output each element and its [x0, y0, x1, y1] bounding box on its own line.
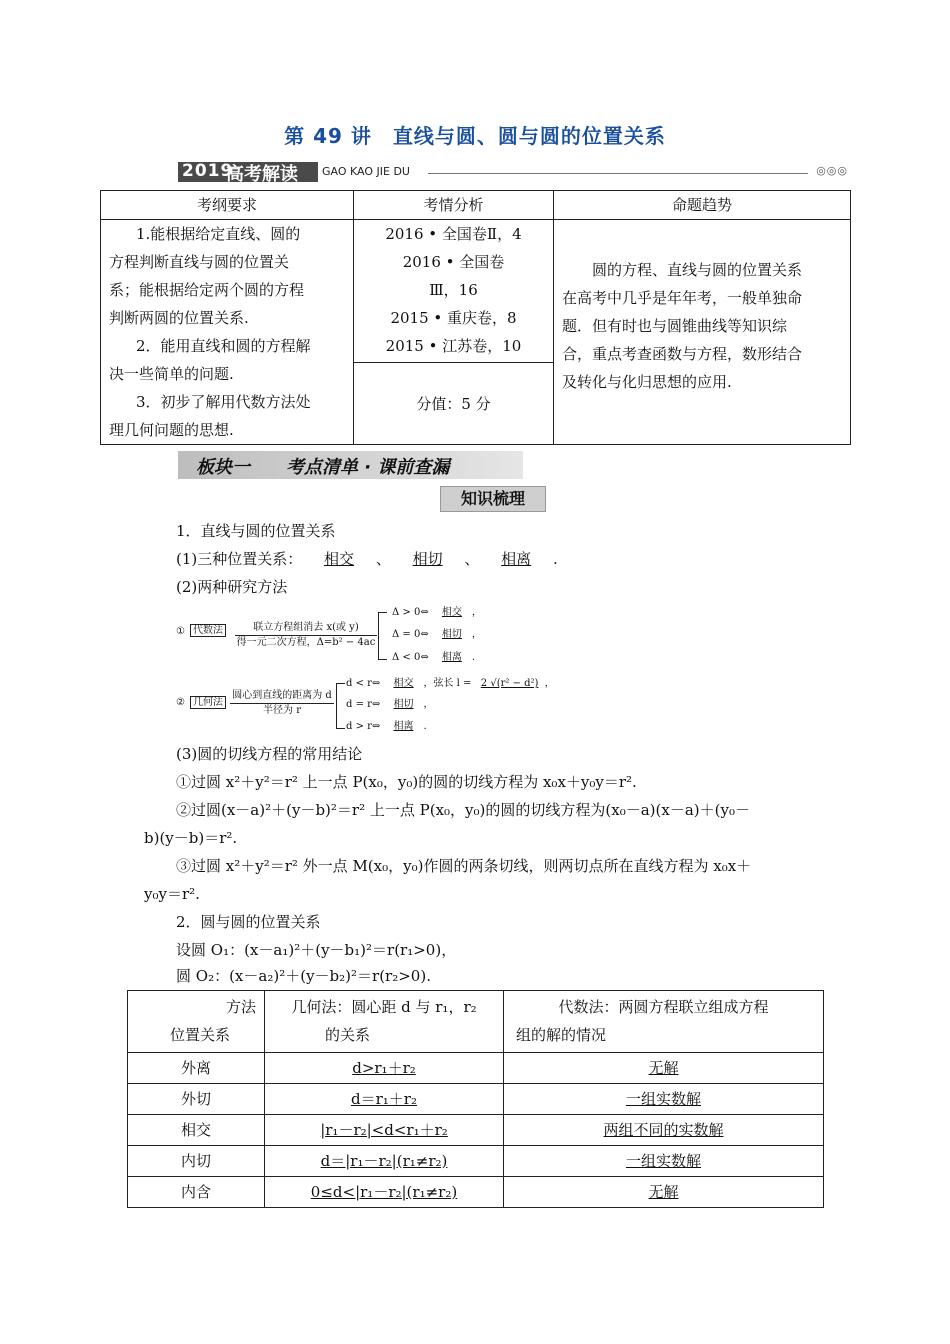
geometry-tag	[190, 697, 226, 709]
three-relations-line	[176, 549, 558, 569]
analysis-line: Ⅲ，16	[429, 281, 478, 299]
geometry-fraction-line	[230, 703, 334, 704]
geo-cond-1: d < r⇔	[346, 678, 381, 689]
header-geo-2: 的关系	[325, 1026, 371, 1044]
algebra-row-1: Δ > 0⇔ 相交 ，	[392, 607, 482, 618]
blank-intersect: 相交	[324, 550, 355, 568]
analysis-line: 2015 • 重庆卷，8	[390, 309, 517, 327]
trend-line: 在高考中几乎是年年考，一般单独命	[562, 289, 803, 307]
relation-alg-value: 无解	[648, 1183, 679, 1201]
tangent-heading: (3)圆的切线方程的常用结论	[176, 745, 363, 763]
circle-1-icon: ①	[176, 626, 185, 637]
exam-analysis-banner	[178, 160, 850, 184]
exam-table	[100, 190, 851, 445]
relation-geo-value: d＝|r₁－r₂|(r₁≠r₂)	[320, 1152, 448, 1170]
three-relations-prefix: (1)三种位置关系：	[176, 550, 303, 568]
req-line: 决一些简单的问题.	[109, 365, 234, 383]
section-label-2: 考点清单 · 课前查漏	[286, 457, 450, 478]
geometry-row-2: d = r⇔ 相切 ，	[346, 699, 434, 710]
relation-geo	[265, 1146, 504, 1177]
geometry-top: 圆心到直线的距离为 d	[232, 690, 332, 701]
geo-chord-label: ，弦长 l =	[423, 678, 472, 689]
relation-geo-value: d>r₁＋r₂	[352, 1059, 416, 1077]
relation-alg	[504, 1146, 824, 1177]
geo-cond-3: d > r⇔	[346, 721, 381, 732]
relation-geo	[265, 1084, 504, 1115]
knowledge-subheading: 知识梳理	[440, 486, 546, 512]
table-row	[128, 1084, 824, 1115]
algebra-fraction-line	[235, 635, 377, 636]
banner-pinyin: GAO KAO JIE DU	[322, 165, 410, 178]
trend-cell	[554, 220, 851, 445]
relation-name: 相交	[128, 1115, 265, 1146]
trend-line: 合，重点考查函数与方程，数形结合	[562, 345, 803, 363]
relation-geo	[265, 1053, 504, 1084]
relation-geo-value: 0≤d<|r₁－r₂|(r₁≠r₂)	[310, 1183, 458, 1201]
relation-name: 外切	[128, 1084, 265, 1115]
geo-chord-length: 2 √(r² − d²)	[480, 678, 539, 689]
relation-name: 外离	[128, 1053, 265, 1084]
geometry-brace	[336, 683, 345, 729]
relation-geo	[265, 1177, 504, 1208]
header-geometric	[265, 991, 504, 1053]
banner-year: 2019	[182, 161, 234, 181]
header-method: 方法	[225, 998, 256, 1016]
analysis-cell	[354, 220, 554, 363]
analysis-line: 2016 • 全国卷	[402, 253, 505, 271]
relation-alg	[504, 1177, 824, 1208]
req-line: 方程判断直线与圆的位置关	[109, 253, 290, 271]
circle-o1-def: 设圆 O₁：(x－a₁)²＋(y－b₁)²＝r(r₁>0)，	[176, 941, 457, 959]
banner-rule	[428, 173, 808, 174]
analysis-line: 2016 • 全国卷Ⅱ，4	[385, 225, 522, 243]
diagonal-header-cell	[128, 991, 265, 1053]
trend-line: 圆的方程、直线与圆的位置关系	[592, 261, 803, 279]
header-alg-2: 组的解的情况	[516, 1026, 607, 1044]
header-analysis: 考情分析	[354, 191, 554, 220]
alg-result-1: 相交	[441, 607, 462, 618]
conclusion-3a: ③过圆 x²＋y²＝r² 外一点 M(x₀，y₀)作圆的两条切线，则两切点所在直线方程为 x₀x＋	[176, 857, 752, 875]
alg-result-2: 相切	[441, 629, 462, 640]
geo-result-1: 相交	[393, 678, 414, 689]
req-line: 1.能根据给定直线、圆的	[136, 225, 301, 243]
banner-label: 高考解读	[226, 164, 298, 185]
alg-result-3: 相离	[441, 652, 462, 663]
req-line: 系；能根据给定两个圆的方程	[109, 281, 305, 299]
geometry-bottom: 半径为 r	[263, 705, 301, 716]
two-methods-line: (2)两种研究方法	[176, 578, 288, 596]
section-label-1: 板块一	[196, 457, 250, 478]
geometry-row-1: d < r⇔ 相交 ，弦长 l = 2 √(r² − d²) ，	[346, 678, 555, 689]
period: .	[552, 550, 558, 568]
header-requirements: 考纲要求	[101, 191, 354, 220]
header-relation: 位置关系	[170, 1026, 231, 1044]
relation-alg-value: 一组实数解	[625, 1090, 701, 1108]
relation-name: 内切	[128, 1146, 265, 1177]
relation-alg	[504, 1053, 824, 1084]
geometry-tag-label: 几何法	[190, 696, 226, 709]
geo-result-3: 相离	[393, 721, 414, 732]
req-line: 判断两圆的位置关系.	[109, 309, 249, 327]
heading-line-circle: 1．直线与圆的位置关系	[176, 522, 336, 540]
alg-cond-1: Δ > 0⇔	[392, 607, 429, 618]
header-algebraic	[504, 991, 824, 1053]
score-cell: 分值：5 分	[354, 362, 554, 444]
table-row	[128, 1115, 824, 1146]
relation-alg	[504, 1115, 824, 1146]
relation-geo	[265, 1115, 504, 1146]
geo-cond-2: d = r⇔	[346, 699, 381, 710]
algebra-bottom: 得一元二次方程，Δ=b² − 4ac	[236, 637, 376, 648]
req-line: 3．初步了解用代数方法处	[136, 393, 311, 411]
relation-alg-value: 一组实数解	[625, 1152, 701, 1170]
trend-line: 及转化与化归思想的应用.	[562, 373, 732, 391]
analysis-line: 2015 • 江苏卷，10	[385, 337, 522, 355]
geometry-row-3: d > r⇔ 相离 .	[346, 721, 427, 732]
relation-name: 内含	[128, 1177, 265, 1208]
relation-alg	[504, 1084, 824, 1115]
sep: 、	[375, 550, 391, 568]
blank-separate: 相离	[501, 550, 532, 568]
algebra-row-2: Δ = 0⇔ 相切 ，	[392, 629, 482, 640]
trend-line: 题．但有时也与圆锥曲线等知识综	[562, 317, 788, 335]
page-title: 第 49 讲 直线与圆、圆与圆的位置关系	[284, 124, 666, 148]
conclusion-2a: ②过圆(x－a)²＋(y－b)²＝r² 上一点 P(x₀，y₀)的圆的切线方程为(x₀－a)(x－a)＋(y₀－	[176, 801, 750, 819]
relation-alg-value: 无解	[648, 1059, 679, 1077]
relation-alg-value: 两组不同的实数解	[603, 1121, 724, 1139]
table-row	[128, 1053, 824, 1084]
requirements-cell	[101, 220, 354, 445]
blank-tangent: 相切	[412, 550, 443, 568]
conclusion-1: ①过圆 x²＋y²＝r² 上一点 P(x₀，y₀)的圆的切线方程为 x₀x＋y₀y＝r².	[176, 773, 637, 791]
geo-result-2: 相切	[393, 699, 414, 710]
algebra-tag-label: 代数法	[190, 624, 226, 637]
circle-relation-table	[127, 990, 824, 1208]
relation-geo-value: |r₁－r₂|<d<r₁＋r₂	[320, 1121, 448, 1139]
algebra-brace	[378, 612, 387, 660]
alg-cond-2: Δ = 0⇔	[392, 629, 429, 640]
table-row	[128, 1177, 824, 1208]
conclusion-3b: y₀y＝r².	[144, 885, 200, 903]
banner-dots-icon: ◎◎◎	[816, 164, 848, 177]
table-row	[128, 1146, 824, 1177]
header-trend: 命题趋势	[554, 191, 851, 220]
req-line: 理几何问题的思想.	[109, 421, 234, 439]
header-alg-1: 代数法：两圆方程联立组成方程	[558, 998, 769, 1016]
heading-circle-circle: 2．圆与圆的位置关系	[176, 913, 321, 931]
algebra-row-3: Δ < 0⇔ 相离 .	[392, 652, 476, 663]
alg-cond-3: Δ < 0⇔	[392, 652, 429, 663]
header-geo-1: 几何法：圆心距 d 与 r₁，r₂	[291, 998, 477, 1016]
conclusion-2b: b)(y－b)＝r².	[144, 829, 238, 847]
req-line: 2．能用直线和圆的方程解	[136, 337, 311, 355]
relation-geo-value: d＝r₁＋r₂	[351, 1090, 417, 1108]
circle-2-icon: ②	[176, 697, 185, 708]
section-banner	[178, 451, 523, 479]
circle-o2-def: 圆 O₂：(x－a₂)²＋(y－b₂)²＝r(r₂>0).	[176, 967, 431, 985]
sep: 、	[464, 550, 480, 568]
algebra-top: 联立方程组消去 x(或 y)	[253, 622, 359, 633]
algebra-tag	[190, 625, 226, 637]
